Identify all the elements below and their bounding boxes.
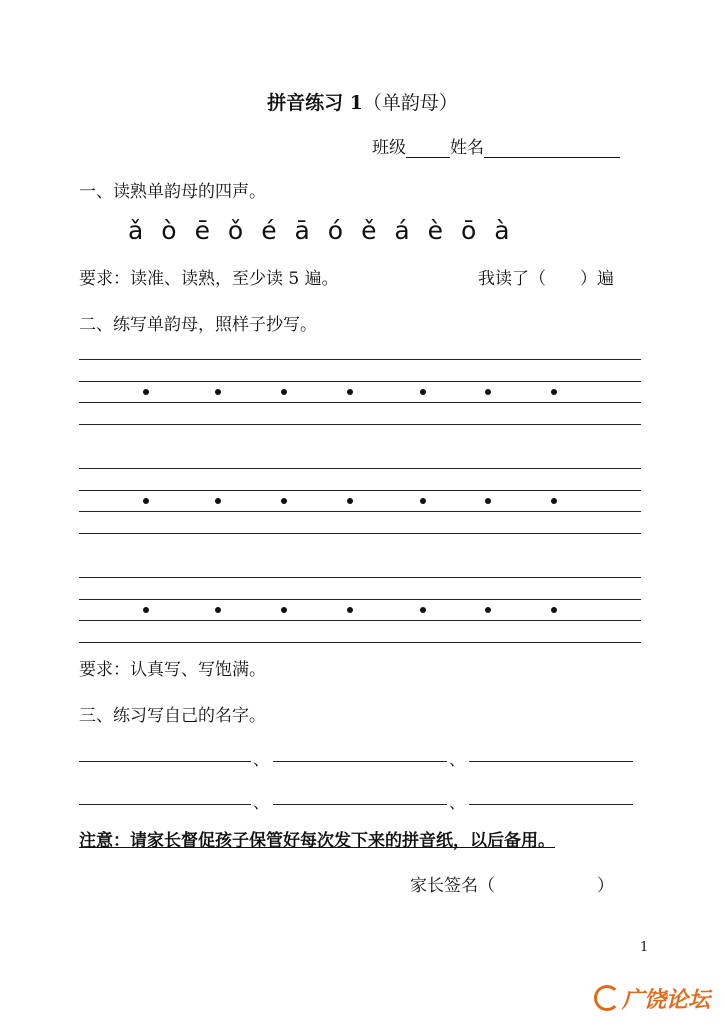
- example-dot: [485, 498, 491, 504]
- example-dot: [347, 607, 353, 613]
- example-dot: [551, 498, 557, 504]
- tone-letter: ó: [327, 216, 344, 245]
- tone-letter: ō: [460, 216, 477, 245]
- example-dot: [420, 498, 426, 504]
- tone-letter: ǎ: [128, 216, 144, 245]
- watermark-text: 广饶论坛: [622, 988, 711, 1013]
- title-sub: （单韵母）: [362, 92, 458, 114]
- section1-heading: 一、读熟单韵母的四声。: [79, 182, 266, 202]
- grid-line: [79, 359, 641, 360]
- tone-letter: á: [394, 216, 410, 245]
- name-blank[interactable]: [484, 139, 620, 158]
- name-line[interactable]: [469, 761, 633, 762]
- tone-letter: ā: [294, 216, 310, 245]
- grid-line: [79, 468, 641, 469]
- tone-letter: ē: [194, 216, 210, 245]
- tone-letter: ě: [361, 216, 377, 245]
- example-dot: [143, 498, 149, 504]
- example-dot: [281, 498, 287, 504]
- class-blank[interactable]: [406, 139, 450, 158]
- grid-line: [79, 577, 641, 578]
- grid-line: [79, 533, 641, 534]
- name-label: 姓名: [450, 138, 484, 158]
- section2-heading: 二、练写单韵母，照样子抄写。: [79, 315, 317, 335]
- page-number: 1: [640, 940, 649, 955]
- read-count: 我读了（ ）遍: [478, 269, 614, 289]
- tone-letter: è: [427, 216, 444, 245]
- parent-signature: 家长签名（ ）: [410, 876, 614, 896]
- tone-row: [128, 216, 528, 245]
- name-line[interactable]: [79, 761, 251, 762]
- tone-letter: é: [261, 216, 277, 245]
- name-line[interactable]: [273, 804, 447, 805]
- grid-line: [79, 599, 641, 600]
- example-dot: [215, 498, 221, 504]
- example-dot: [281, 607, 287, 613]
- example-dot: [143, 607, 149, 613]
- parent-notice: 注意：请家长督促孩子保管好每次发下来的拼音纸，以后备用。: [79, 831, 555, 851]
- separator-comma: 、: [449, 750, 466, 769]
- example-dot: [281, 389, 287, 395]
- tone-letter: ò: [161, 216, 177, 245]
- example-dot: [420, 607, 426, 613]
- example-dot: [485, 389, 491, 395]
- grid-line: [79, 642, 641, 643]
- grid-line: [79, 402, 641, 403]
- tone-letter: ǒ: [227, 216, 244, 245]
- example-dot: [347, 498, 353, 504]
- name-line[interactable]: [469, 804, 633, 805]
- watermark-logo: [594, 983, 710, 1014]
- example-dot: [347, 389, 353, 395]
- name-line[interactable]: [79, 804, 251, 805]
- example-dot: [551, 607, 557, 613]
- class-name-row: [372, 133, 620, 158]
- separator-comma: 、: [449, 793, 466, 812]
- grid-line: [79, 620, 641, 621]
- name-line[interactable]: [273, 761, 447, 762]
- logo-icon: [594, 985, 620, 1011]
- class-label: 班级: [372, 138, 406, 158]
- separator-comma: 、: [253, 793, 270, 812]
- section1-requirement: 要求：读准、读熟，至少读 5 遍。: [79, 269, 339, 289]
- example-dot: [485, 607, 491, 613]
- title-main: 拼音练习 1: [267, 92, 363, 114]
- grid-line: [79, 511, 641, 512]
- example-dot: [551, 389, 557, 395]
- example-dot: [215, 389, 221, 395]
- separator-comma: 、: [253, 750, 270, 769]
- page-title: [0, 88, 725, 115]
- grid-line: [79, 381, 641, 382]
- grid-line: [79, 424, 641, 425]
- grid-line: [79, 490, 641, 491]
- tone-letter: à: [494, 216, 510, 245]
- section2-requirement: 要求：认真写、写饱满。: [79, 660, 266, 680]
- example-dot: [420, 389, 426, 395]
- section3-heading: 三、练习写自己的名字。: [79, 706, 266, 726]
- example-dot: [215, 607, 221, 613]
- example-dot: [143, 389, 149, 395]
